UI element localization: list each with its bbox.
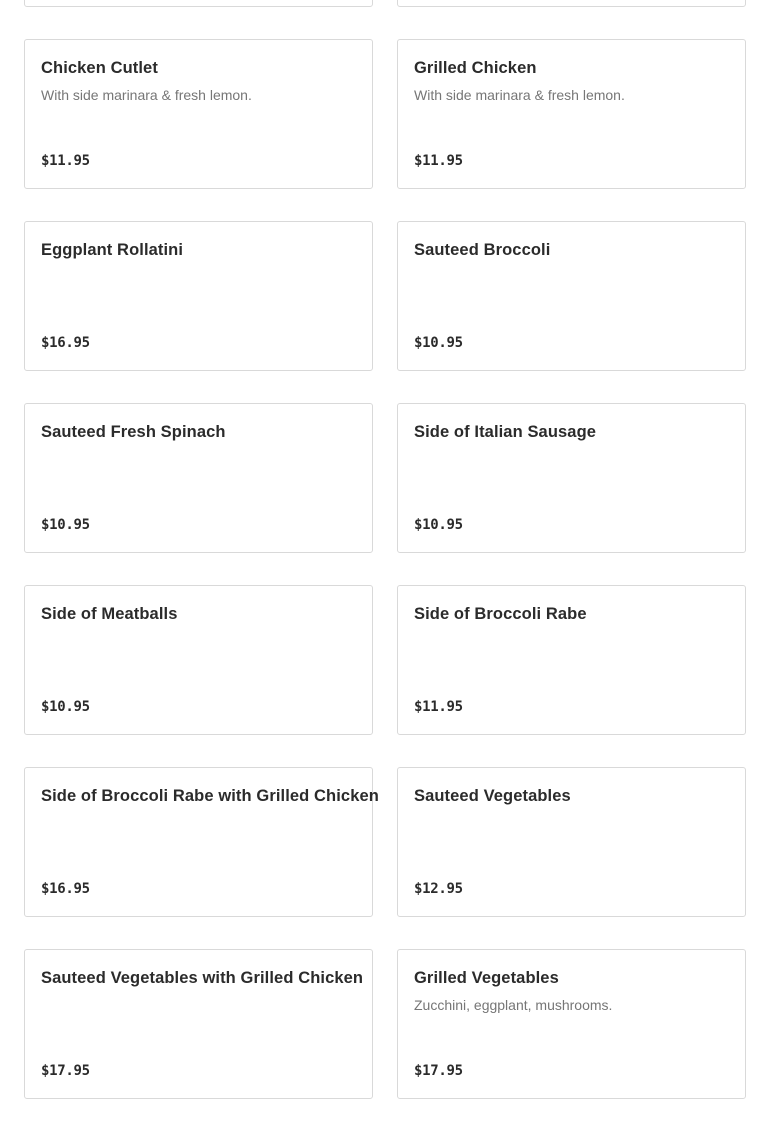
menu-item-name: Side of Italian Sausage: [414, 423, 597, 441]
menu-item-card[interactable]: [397, 949, 746, 1099]
menu-item-price: $10.95: [41, 699, 90, 715]
menu-item-description: Zucchini, eggplant, mushrooms.: [414, 997, 613, 1013]
menu-item-description: With side marinara & fresh lemon.: [414, 87, 625, 103]
menu-item-name: Sauteed Fresh Spinach: [41, 423, 226, 441]
menu-item-name: Side of Meatballs: [41, 605, 178, 623]
menu-item-card[interactable]: [397, 585, 746, 735]
menu-item-name: Eggplant Rollatini: [41, 241, 184, 259]
menu-item-card[interactable]: [24, 221, 373, 371]
menu-item-price: $17.95: [414, 1063, 463, 1079]
menu-item-price: $10.95: [414, 335, 463, 351]
menu-item-card[interactable]: [24, 39, 373, 189]
menu-item-name: Side of Broccoli Rabe with Grilled Chicken: [41, 787, 379, 805]
menu-item-card[interactable]: [397, 0, 746, 7]
menu-item-price: $16.95: [41, 335, 90, 351]
menu-item-card[interactable]: [24, 949, 373, 1099]
menu-item-name: Sauteed Broccoli: [414, 241, 551, 259]
menu-item-price: $10.95: [41, 517, 90, 533]
menu-item-grid: [24, 0, 746, 1099]
menu-item-name: Side of Broccoli Rabe: [414, 605, 587, 623]
menu-item-description: With side marinara & fresh lemon.: [41, 87, 252, 103]
menu-item-name: Sauteed Vegetables with Grilled Chicken: [41, 969, 364, 987]
menu-item-price: $11.95: [414, 699, 463, 715]
menu-item-price: $11.95: [414, 153, 463, 169]
menu-item-price: $11.95: [41, 153, 90, 169]
menu-item-price: $17.95: [41, 1063, 90, 1079]
menu-item-card[interactable]: [397, 403, 746, 553]
menu-item-card[interactable]: [24, 0, 373, 7]
menu-item-price: $12.95: [414, 881, 463, 897]
menu-item-card[interactable]: [24, 767, 379, 917]
menu-item-name: Grilled Vegetables: [414, 969, 559, 987]
menu-item-price: $10.95: [414, 517, 463, 533]
menu-item-card[interactable]: [397, 767, 746, 917]
menu-item-name: Grilled Chicken: [414, 59, 537, 77]
menu-item-card[interactable]: [397, 39, 746, 189]
menu-item-card[interactable]: [24, 585, 373, 735]
menu-item-card[interactable]: [24, 403, 373, 553]
menu-item-card[interactable]: [397, 221, 746, 371]
menu-item-name: Sauteed Vegetables: [414, 787, 571, 805]
menu-item-name: Chicken Cutlet: [41, 59, 158, 77]
menu-item-price: $16.95: [41, 881, 90, 897]
